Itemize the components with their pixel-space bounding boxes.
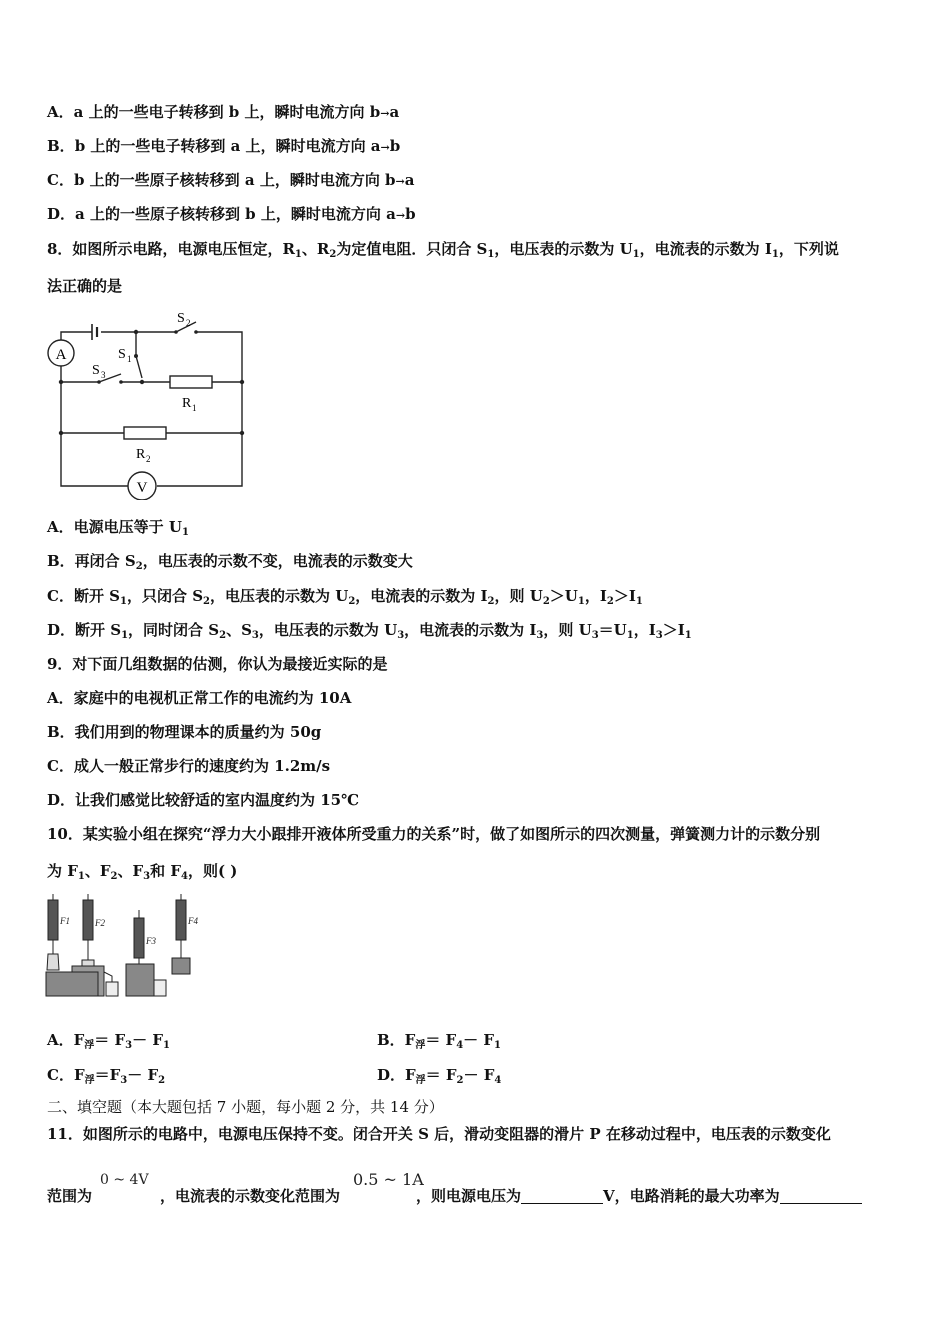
option-text: a 上的一些电子转移到 b 上，瞬时电流方向 b bbox=[73, 103, 381, 121]
option-label: D． bbox=[47, 205, 76, 223]
option-text: a bbox=[389, 103, 400, 121]
answer-blank-voltage[interactable] bbox=[521, 1189, 603, 1204]
subscript: 3 bbox=[125, 1040, 133, 1051]
q9-option-d: D．让我们感觉比较舒适的室内温度约为 15℃ bbox=[47, 791, 360, 809]
spring-scale-3 bbox=[126, 910, 166, 996]
text: 为 F bbox=[47, 862, 78, 880]
subscript: 1 bbox=[127, 354, 132, 364]
q11-stem-line2 bbox=[47, 1186, 862, 1206]
q7-option-d bbox=[47, 204, 416, 226]
section-title: 二、填空题（本大题包括 7 小题，每小题 2 分，共 14 分） bbox=[47, 1098, 444, 1116]
f2-label: F2 bbox=[95, 918, 105, 928]
f1-label: F1 bbox=[60, 916, 70, 926]
text: ＝U bbox=[598, 621, 627, 639]
text: ，下列说 bbox=[778, 240, 839, 258]
text: ＞I bbox=[662, 621, 685, 639]
q10-stem-line1: 10．某实验小组在探究“浮力大小跟排开液体所受重力的关系”时，做了如图所示的四次测量，弹簧测力计的示数分别 bbox=[47, 825, 821, 843]
arrow-icon: → bbox=[380, 141, 390, 154]
text: 、S bbox=[226, 621, 252, 639]
spring-scale-4 bbox=[172, 894, 190, 974]
text: 和 F bbox=[150, 862, 181, 880]
option-text: b bbox=[389, 137, 401, 155]
arrow-icon: → bbox=[395, 209, 406, 222]
text: 范围为 bbox=[47, 1187, 93, 1205]
text: 8．如图所示电路，电源电压恒定，R bbox=[47, 240, 295, 258]
subscript: 2 bbox=[219, 630, 227, 641]
text: 、R bbox=[301, 240, 330, 258]
q10-option-d bbox=[377, 1065, 501, 1085]
subscript: 1 bbox=[494, 1040, 502, 1051]
subscript: 3 bbox=[143, 871, 151, 882]
arrow-icon: → bbox=[395, 175, 405, 188]
q7-option-a bbox=[47, 102, 399, 124]
subscript: 1 bbox=[684, 630, 692, 641]
subscript: 浮 bbox=[84, 1075, 95, 1086]
q10-spring-scale-diagram bbox=[42, 892, 212, 1004]
text: V，电路消耗的最大功率为 bbox=[603, 1187, 780, 1205]
subscript: 3 bbox=[536, 630, 544, 641]
subscript: 2 bbox=[456, 1075, 464, 1086]
text: ＝ F bbox=[94, 1031, 126, 1049]
subscript: 2 bbox=[110, 871, 118, 882]
text: 、F bbox=[84, 862, 111, 880]
text: ＝ F bbox=[425, 1066, 457, 1084]
text: A．电源电压等于 U bbox=[47, 518, 182, 536]
q9-stem: 9．对下面几组数据的估测，你认为最接近实际的是 bbox=[47, 655, 388, 673]
subscript: 4 bbox=[180, 871, 188, 882]
text: A．F bbox=[47, 1031, 85, 1049]
q8-option-a bbox=[47, 517, 189, 537]
text: ＞U bbox=[549, 587, 578, 605]
text: ，电流表的示数为 I bbox=[404, 621, 537, 639]
text: ，只闭合 S bbox=[126, 587, 204, 605]
subscript: 1 bbox=[771, 249, 779, 260]
option-label: A． bbox=[47, 103, 74, 121]
subscript: 2 bbox=[135, 561, 143, 572]
q11-stem-line1: 11．如图所示的电路中，电源电压保持不变。闭合开关 S 后，滑动变阻器的滑片 P 在移动过程中，电压表的示数变化 bbox=[47, 1125, 831, 1143]
subscript: 2 bbox=[158, 1075, 166, 1086]
q8-option-b bbox=[47, 551, 413, 571]
subscript: 1 bbox=[487, 249, 495, 260]
q8-option-d bbox=[47, 620, 692, 640]
text: B．再闭合 S bbox=[47, 552, 136, 570]
q9-option-b: B．我们用到的物理课本的质量约为 50g bbox=[47, 723, 322, 741]
subscript: 2 bbox=[186, 318, 191, 328]
voltmeter-label: V bbox=[136, 480, 148, 496]
subscript: 3 bbox=[101, 370, 106, 380]
text: 、F bbox=[117, 862, 144, 880]
text: D．断开 S bbox=[47, 621, 122, 639]
q8-stem-line1 bbox=[47, 239, 839, 259]
subscript: 1 bbox=[121, 630, 129, 641]
subscript: 3 bbox=[655, 630, 663, 641]
text: － F bbox=[127, 1066, 159, 1084]
switch-s1-label: S bbox=[118, 347, 126, 362]
subscript: 2 bbox=[203, 596, 210, 607]
subscript: 3 bbox=[591, 630, 599, 641]
text: ，电压表的示数为 U bbox=[258, 621, 398, 639]
subscript: 1 bbox=[635, 596, 643, 607]
text: ，则电源电压为 bbox=[416, 1187, 522, 1205]
text: ＝F bbox=[94, 1066, 121, 1084]
q7-option-c bbox=[47, 170, 415, 192]
q10-option-c bbox=[47, 1065, 165, 1085]
subscript: 2 bbox=[348, 596, 356, 607]
subscript: 1 bbox=[626, 630, 634, 641]
text: ，电压表的示数为 U bbox=[210, 587, 349, 605]
text: ，则 U bbox=[543, 621, 592, 639]
text: ，则( ) bbox=[187, 862, 238, 880]
resistor-r2-label: R bbox=[136, 447, 146, 462]
text: ，则 U bbox=[494, 587, 543, 605]
subscript: 3 bbox=[251, 630, 259, 641]
text: 为定值电阻．只闭合 S bbox=[336, 240, 488, 258]
subscript: 1 bbox=[577, 596, 585, 607]
current-range: 0.5 ~ 1A bbox=[353, 1170, 424, 1189]
q10-stem-line2 bbox=[47, 861, 237, 881]
text: ，I bbox=[633, 621, 656, 639]
f3-label: F3 bbox=[146, 936, 156, 946]
text: ，电流表的示数为 I bbox=[639, 240, 772, 258]
q9-option-a: A．家庭中的电视机正常工作的电流约为 10A bbox=[47, 689, 352, 707]
subscript: 3 bbox=[397, 630, 405, 641]
text: － F bbox=[463, 1066, 495, 1084]
f4-label: F4 bbox=[188, 916, 198, 926]
subscript: 2 bbox=[487, 596, 495, 607]
switch-s3-label: S bbox=[92, 363, 100, 378]
subscript: 2 bbox=[329, 249, 337, 260]
subscript: 3 bbox=[120, 1075, 128, 1086]
q8-stem-line2: 法正确的是 bbox=[47, 277, 123, 295]
text: B．F bbox=[377, 1031, 416, 1049]
subscript: 1 bbox=[163, 1040, 170, 1051]
option-text: b bbox=[405, 205, 416, 223]
option-text: a 上的一些原子核转移到 b 上，瞬时电流方向 a bbox=[75, 205, 396, 223]
subscript: 浮 bbox=[415, 1040, 426, 1051]
resistor-r1-label: R bbox=[182, 396, 192, 411]
q8-circuit-diagram bbox=[44, 308, 254, 500]
voltage-range: 0 ~ 4V bbox=[100, 1172, 149, 1188]
subscript: 2 bbox=[542, 596, 550, 607]
text: － F bbox=[463, 1031, 495, 1049]
subscript: 4 bbox=[456, 1040, 464, 1051]
subscript: 1 bbox=[192, 403, 197, 413]
q9-option-c: C．成人一般正常步行的速度约为 1.2m/s bbox=[47, 757, 331, 775]
q10-option-a bbox=[47, 1030, 170, 1050]
switch-s2-label: S bbox=[177, 311, 185, 326]
ammeter-label: A bbox=[55, 347, 67, 363]
q8-option-c bbox=[47, 586, 643, 606]
text: － F bbox=[132, 1031, 164, 1049]
text: ，电压表的示数为 U bbox=[494, 240, 633, 258]
subscript: 1 bbox=[632, 249, 640, 260]
text: ＞I bbox=[613, 587, 636, 605]
option-text: b 上的一些原子核转移到 a 上，瞬时电流方向 b bbox=[73, 171, 396, 189]
subscript: 1 bbox=[294, 249, 302, 260]
text: ，电流表的示数为 I bbox=[355, 587, 488, 605]
option-text: b 上的一些电子转移到 a 上，瞬时电流方向 a bbox=[74, 137, 381, 155]
text: C．F bbox=[47, 1066, 85, 1084]
subscript: 4 bbox=[494, 1075, 502, 1086]
subscript: 浮 bbox=[84, 1040, 95, 1051]
text: ，电压表的示数不变，电流表的示数变大 bbox=[142, 552, 413, 570]
subscript: 2 bbox=[606, 596, 614, 607]
q10-option-b bbox=[377, 1030, 501, 1050]
subscript: 2 bbox=[146, 454, 151, 464]
text: C．断开 S bbox=[47, 587, 120, 605]
subscript: 1 bbox=[77, 871, 85, 882]
spring-scale-1 bbox=[47, 894, 59, 970]
option-label: B． bbox=[47, 137, 75, 155]
option-label: C． bbox=[47, 171, 74, 189]
q7-option-b bbox=[47, 136, 400, 158]
subscript: 1 bbox=[120, 596, 127, 607]
text: ，I bbox=[584, 587, 607, 605]
text: ，同时闭合 S bbox=[128, 621, 220, 639]
arrow-icon: → bbox=[380, 107, 390, 120]
answer-blank-power[interactable] bbox=[780, 1189, 862, 1204]
text: ，电流表的示数变化范围为 bbox=[160, 1187, 341, 1205]
option-text: a bbox=[404, 171, 415, 189]
text: ＝ F bbox=[425, 1031, 457, 1049]
subscript: 1 bbox=[181, 527, 189, 538]
subscript: 浮 bbox=[415, 1075, 426, 1086]
text: D．F bbox=[377, 1066, 416, 1084]
